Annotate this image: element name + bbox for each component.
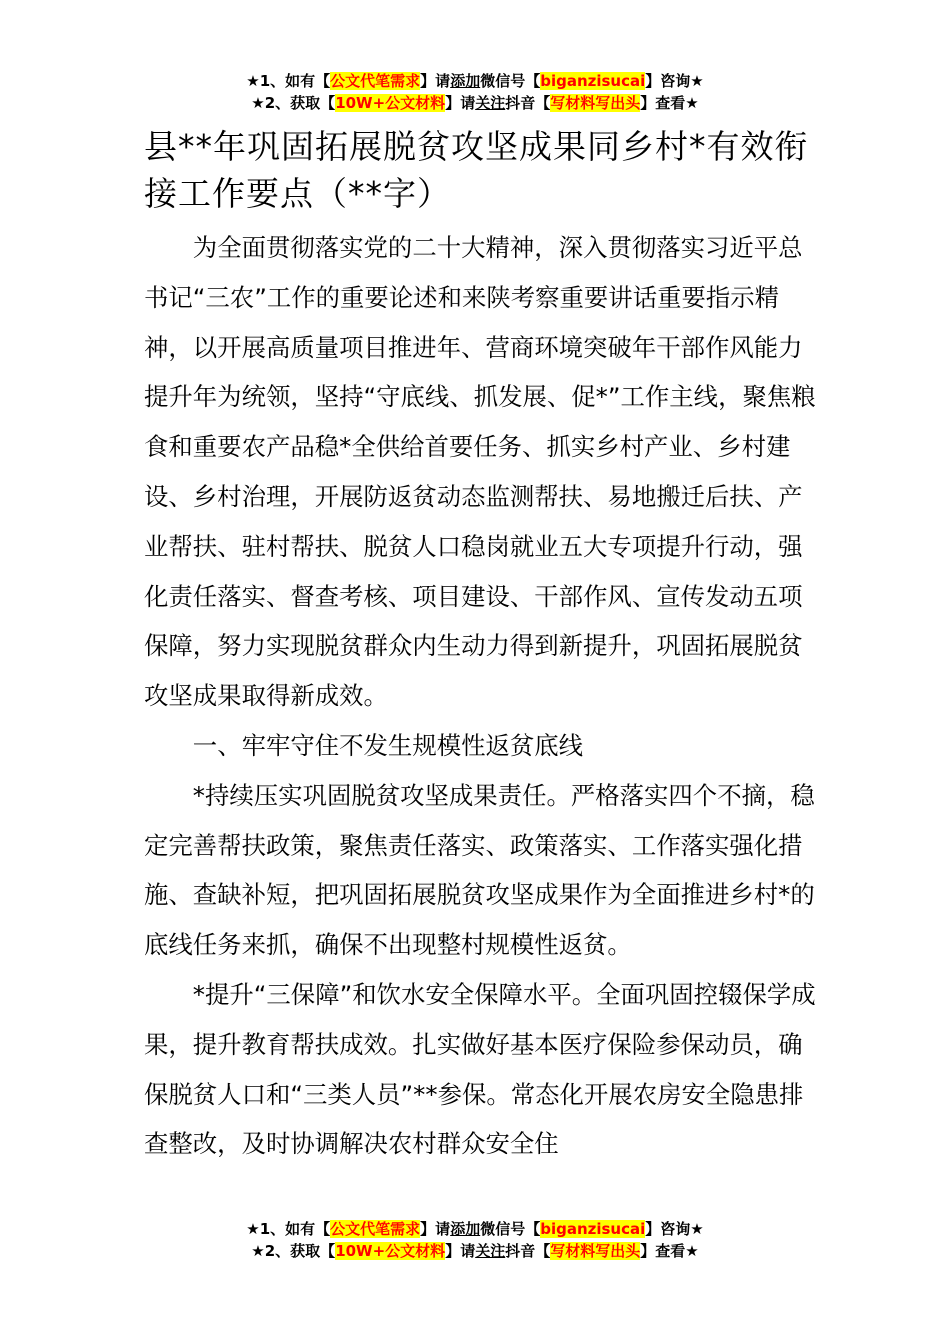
promo-header bbox=[0, 70, 950, 114]
promo-line-2: ★2、获取【10W+公文材料】请关注抖音【写材料写出头】查看★ bbox=[251, 94, 699, 112]
highlight-wechat-id: biganzisucai bbox=[540, 72, 646, 90]
highlight-materials: 10W+公文材料 bbox=[335, 94, 446, 112]
promo-line-1: ★1、如有【公文代笔需求】请添加微信号【biganzisucai】咨询★ bbox=[246, 72, 704, 90]
highlight-service: 公文代笔需求 bbox=[330, 1220, 421, 1238]
paragraph-responsibility: *持续压实巩固脱贫攻坚成果责任。严格落实四个不摘，稳定完善帮扶政策，聚焦责任落实、政策落实、工作落实强化措施、查缺补短，把巩固拓展脱贫攻坚成果作为全面推进乡村*的底线任务来抓，确保不出现整村规模性返贫。 bbox=[144, 780, 815, 960]
document-body bbox=[144, 223, 824, 1169]
paragraph-three-guarantees: *提升“三保障”和饮水安全保障水平。全面巩固控辍保学成果，提升教育帮扶成效。扎实做好基本医疗保险参保动员，确保脱贫人口和“三类人员”**参保。常态化开展农房安全隐患排查整改，及时协调解决农村群众安全住 bbox=[144, 979, 816, 1159]
paragraph-intro: 为全面贯彻落实党的二十大精神，深入贯彻落实习近平总书记“三农”工作的重要论述和来陕考察重要讲话重要指示精神，以开展高质量项目推进年、营商环境突破年干部作风能力提升年为统领，坚持“守底线、抓发展、促*”工作主线，聚焦粮食和重要农产品稳*全供给首要任务、抓实乡村产业、乡村建设、乡村治理，开展防返贫动态监测帮扶、易地搬迁后扶、产业帮扶、驻村帮扶、脱贫人口稳岗就业五大专项提升行动，强化责任落实、督查考核、项目建设、干部作风、宣传发动五项保障，努力实现脱贫群众内生动力得到新提升，巩固拓展脱贫攻坚成果取得新成效。 bbox=[144, 233, 816, 711]
promo-line-1: ★1、如有【公文代笔需求】请添加微信号【biganzisucai】咨询★ bbox=[246, 1220, 704, 1238]
document-title: 县**年巩固拓展脱贫攻坚成果同乡村*有效衔接工作要点（**字） bbox=[144, 127, 809, 213]
highlight-materials: 10W+公文材料 bbox=[335, 1242, 446, 1260]
highlight-service: 公文代笔需求 bbox=[330, 72, 421, 90]
promo-footer bbox=[0, 1218, 950, 1262]
promo-line-2: ★2、获取【10W+公文材料】请关注抖音【写材料写出头】查看★ bbox=[251, 1242, 699, 1260]
section-heading-1: 一、牢牢守住不发生规模性返贫底线 bbox=[192, 730, 584, 760]
highlight-douyin-account: 写材料写出头 bbox=[550, 94, 641, 112]
highlight-douyin-account: 写材料写出头 bbox=[550, 1242, 641, 1260]
highlight-wechat-id: biganzisucai bbox=[540, 1220, 646, 1238]
